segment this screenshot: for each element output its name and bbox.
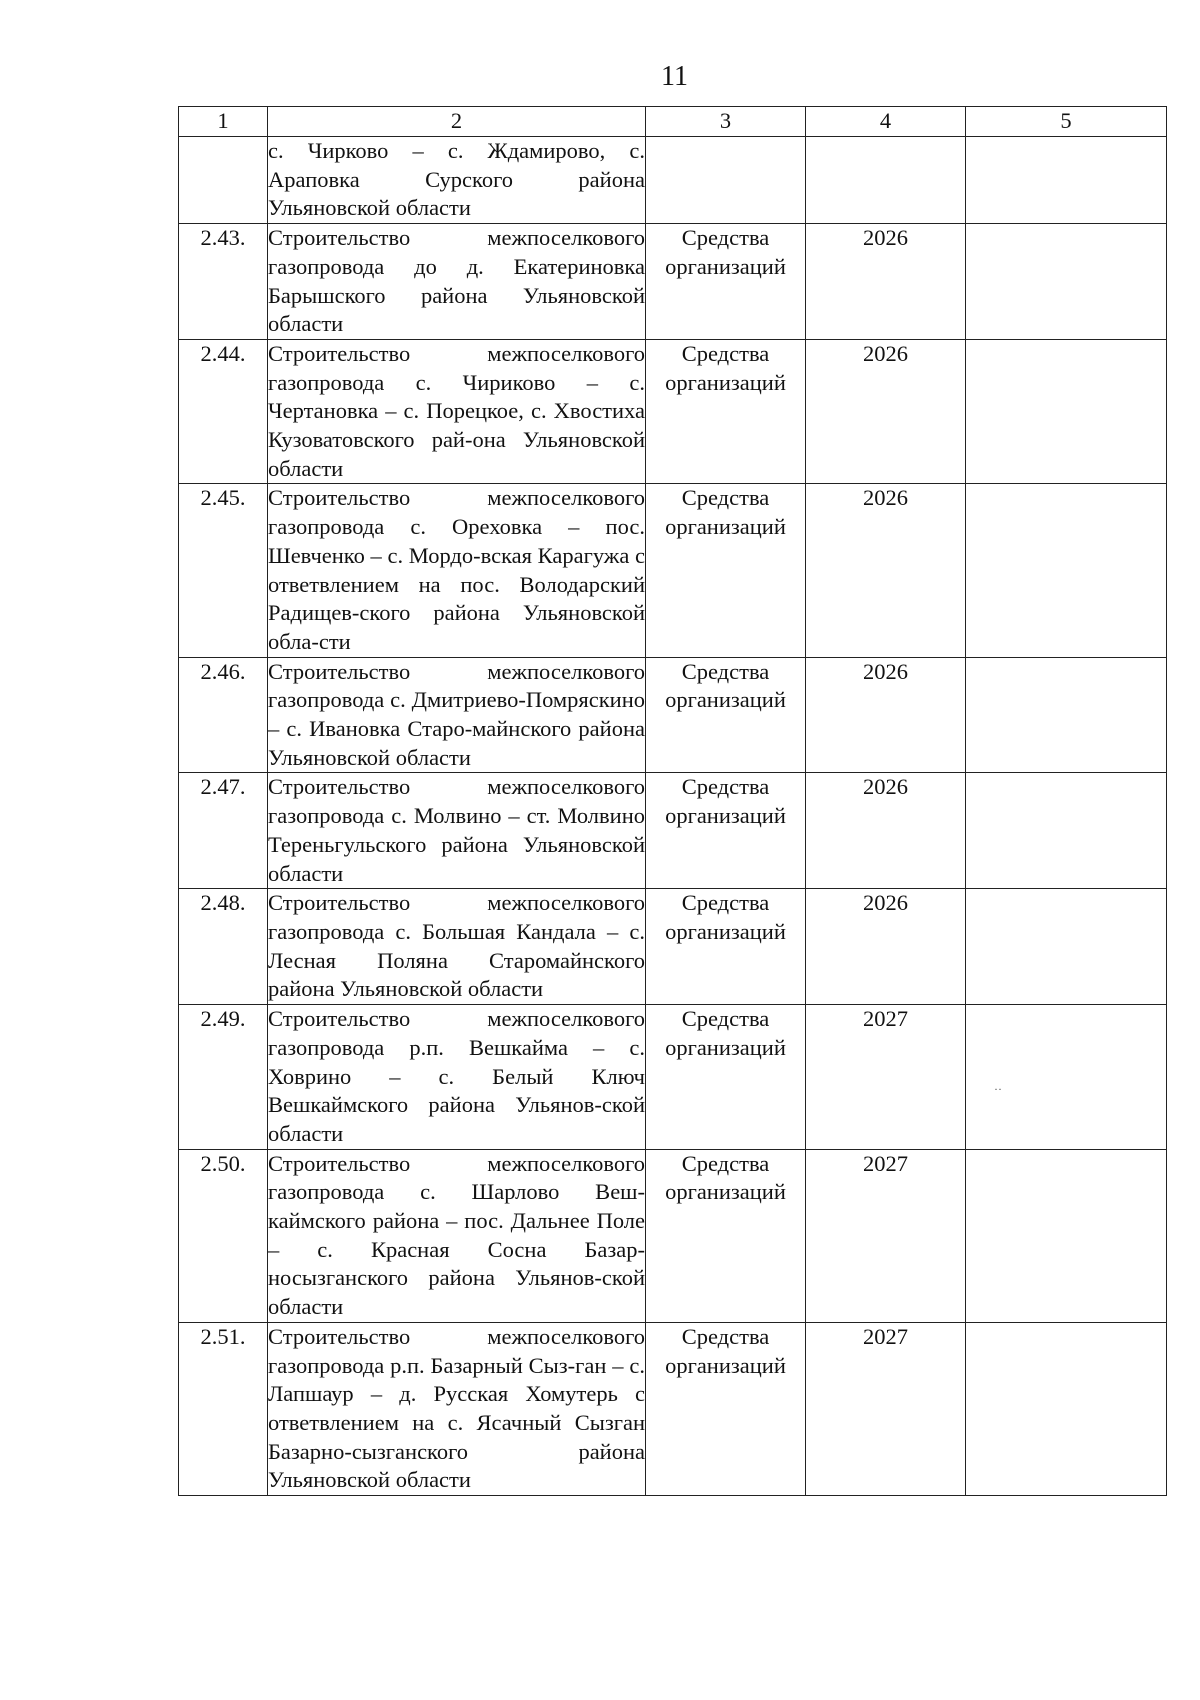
row-funding-source: Средства организаций: [646, 339, 806, 484]
row-number: 2.46.: [179, 657, 268, 773]
row-funding-source: [646, 137, 806, 224]
row-description: Строительство межпоселкового газопровода с. Чириково – с. Чертановка – с. Порецкое, с. Хвостиха Кузоватовского рай-она Ульяновской области: [268, 339, 646, 484]
table-row: [179, 1149, 1167, 1322]
row-extra: [966, 224, 1167, 340]
table-row: [179, 773, 1167, 889]
row-funding-source: Средства организаций: [646, 1005, 806, 1150]
row-extra: [966, 484, 1167, 657]
row-funding-source: Средства организаций: [646, 657, 806, 773]
row-number: 2.50.: [179, 1149, 268, 1322]
row-number: 2.47.: [179, 773, 268, 889]
scan-speck-mark: ··: [994, 1082, 1002, 1097]
row-number: 2.45.: [179, 484, 268, 657]
column-header-4: 4: [806, 107, 966, 137]
row-extra: [966, 657, 1167, 773]
row-description: Строительство межпоселкового газопровода р.п. Базарный Сыз-ган – с. Лапшаур – д. Русская Хомутерь с ответвлением на с. Ясачный Сызган Базарно-сызганского района Ульяновской области: [268, 1322, 646, 1495]
row-year: 2026: [806, 889, 966, 1005]
row-extra: [966, 137, 1167, 224]
row-funding-source: Средства организаций: [646, 889, 806, 1005]
row-description: Строительство межпоселкового газопровода с. Молвино – ст. Молвино Тереньгульского района Ульяновской области: [268, 773, 646, 889]
row-year: 2026: [806, 224, 966, 340]
row-year: 2026: [806, 773, 966, 889]
row-year: 2027: [806, 1322, 966, 1495]
header-row: [179, 107, 1167, 137]
column-header-2: 2: [268, 107, 646, 137]
table-row: [179, 339, 1167, 484]
page-number: 11: [661, 61, 688, 92]
row-extra: [966, 889, 1167, 1005]
table-row: [179, 224, 1167, 340]
row-extra: [966, 1149, 1167, 1322]
row-extra: [966, 1005, 1167, 1150]
column-header-3: 3: [646, 107, 806, 137]
row-description: Строительство межпоселкового газопровода с. Шарлово Веш-каймского района – пос. Дальнее Поле – с. Красная Сосна Базар-носызганского района Ульянов-ской области: [268, 1149, 646, 1322]
table-row: [179, 137, 1167, 224]
row-funding-source: Средства организаций: [646, 773, 806, 889]
row-funding-source: Средства организаций: [646, 484, 806, 657]
row-description: Строительство межпоселкового газопровода р.п. Вешкайма – с. Ховрино – с. Белый Ключ Вешкаймского района Ульянов-ской области: [268, 1005, 646, 1150]
row-extra: [966, 773, 1167, 889]
program-table: [178, 106, 1167, 1496]
table-row: [179, 484, 1167, 657]
column-header-5: 5: [966, 107, 1167, 137]
row-year: 2026: [806, 657, 966, 773]
row-description: Строительство межпоселкового газопровода с. Ореховка – пос. Шевченко – с. Мордо-вская Карагужа с ответвлением на пос. Володарский Радищев-ского района Ульяновской обла-сти: [268, 484, 646, 657]
row-year: 2026: [806, 339, 966, 484]
row-number: 2.44.: [179, 339, 268, 484]
table-row: [179, 657, 1167, 773]
row-number: 2.49.: [179, 1005, 268, 1150]
row-extra: [966, 339, 1167, 484]
row-funding-source: Средства организаций: [646, 224, 806, 340]
row-year: 2026: [806, 484, 966, 657]
row-funding-source: Средства организаций: [646, 1149, 806, 1322]
row-number: [179, 137, 268, 224]
row-description: Строительство межпоселкового газопровода до д. Екатериновка Барышского района Ульяновской области: [268, 224, 646, 340]
row-extra: [966, 1322, 1167, 1495]
row-description: Строительство межпоселкового газопровода с. Большая Кандала – с. Лесная Поляна Старомайнского района Ульяновской области: [268, 889, 646, 1005]
table-row: [179, 1005, 1167, 1150]
row-number: 2.51.: [179, 1322, 268, 1495]
row-year: 2027: [806, 1005, 966, 1150]
row-number: 2.48.: [179, 889, 268, 1005]
row-year: 2027: [806, 1149, 966, 1322]
table-row: [179, 1322, 1167, 1495]
row-description: с. Чирково – с. Ждамирово, с. Араповка Сурского района Ульяновской области: [268, 137, 646, 224]
column-header-1: 1: [179, 107, 268, 137]
row-year: [806, 137, 966, 224]
row-number: 2.43.: [179, 224, 268, 340]
table-row: [179, 889, 1167, 1005]
row-description: Строительство межпоселкового газопровода с. Дмитриево-Помряскино – с. Ивановка Старо-майнского района Ульяновской области: [268, 657, 646, 773]
row-funding-source: Средства организаций: [646, 1322, 806, 1495]
